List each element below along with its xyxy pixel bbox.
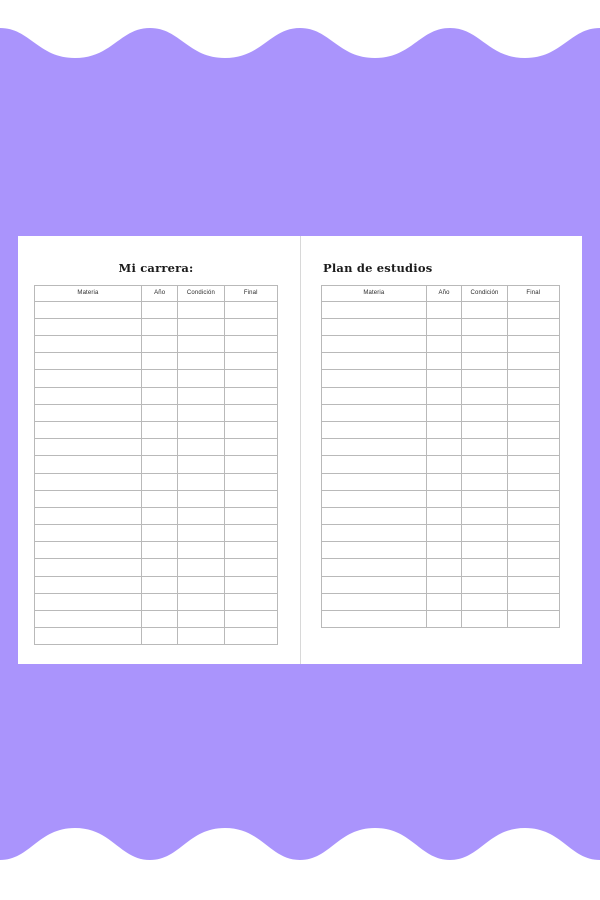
wave-decoration-bottom [0,820,600,900]
table-cell-final[interactable] [224,525,277,542]
table-cell-condición[interactable] [178,336,224,353]
table-cell-materia[interactable] [35,370,142,387]
table-cell-año[interactable] [141,301,177,318]
table-cell-condición[interactable] [178,628,224,645]
table-cell-materia[interactable] [35,542,142,559]
table-row[interactable] [35,542,278,559]
table-cell-condición[interactable] [178,611,224,628]
table-cell-final[interactable] [224,593,277,610]
table-cell-final[interactable] [224,456,277,473]
table-cell-condición[interactable] [462,387,507,404]
table-cell-año[interactable] [141,456,177,473]
table-cell-año[interactable] [141,525,177,542]
table-cell-materia[interactable] [322,439,427,456]
table-cell-final[interactable] [507,611,559,628]
table-cell-final[interactable] [224,490,277,507]
table-row[interactable] [322,507,560,524]
table-cell-condición[interactable] [462,490,507,507]
table-cell-año[interactable] [426,525,462,542]
table-row[interactable] [322,370,560,387]
table-cell-condición[interactable] [178,370,224,387]
table-row[interactable] [35,336,278,353]
table-cell-año[interactable] [141,559,177,576]
column-header-final: Final [507,285,559,301]
table-row[interactable] [322,559,560,576]
table-row[interactable] [322,456,560,473]
table-cell-materia[interactable] [322,421,427,438]
table-cell-condición[interactable] [178,456,224,473]
table-row[interactable] [35,559,278,576]
table-cell-final[interactable] [224,353,277,370]
page-mi-carrera [18,236,300,664]
table-cell-año[interactable] [426,507,462,524]
table-row[interactable] [35,490,278,507]
table-cell-condición[interactable] [462,525,507,542]
table-cell-año[interactable] [141,353,177,370]
table-row[interactable] [322,387,560,404]
table-cell-final[interactable] [507,353,559,370]
table-cell-condición[interactable] [462,353,507,370]
table-cell-año[interactable] [141,387,177,404]
table-mi-carrera[interactable] [34,285,278,646]
table-cell-final[interactable] [507,301,559,318]
table-row[interactable] [35,370,278,387]
table-cell-final[interactable] [224,628,277,645]
page-title: Mi carrera: [118,261,194,275]
table-cell-final[interactable] [507,593,559,610]
table-cell-año[interactable] [141,336,177,353]
column-header-condicion: Condición [178,285,224,301]
table-cell-condición[interactable] [178,318,224,335]
table-row[interactable] [35,387,278,404]
table-plan-de-estudios[interactable] [321,285,560,629]
table-row[interactable] [322,611,560,628]
column-header-materia: Materia [322,285,427,301]
table-row[interactable] [35,318,278,335]
table-cell-condición[interactable] [178,473,224,490]
table-cell-materia[interactable] [35,507,142,524]
table-cell-final[interactable] [224,404,277,421]
table-cell-final[interactable] [224,336,277,353]
table-row[interactable] [322,576,560,593]
table-cell-final[interactable] [224,542,277,559]
table-cell-año[interactable] [426,593,462,610]
table-row[interactable] [322,421,560,438]
table-cell-materia[interactable] [35,336,142,353]
table-cell-materia[interactable] [35,456,142,473]
table-cell-condición[interactable] [178,559,224,576]
table-cell-año[interactable] [141,318,177,335]
table-row[interactable] [322,473,560,490]
table-row[interactable] [322,404,560,421]
table-cell-condición[interactable] [462,318,507,335]
table-cell-año[interactable] [426,301,462,318]
table-row[interactable] [35,439,278,456]
table-cell-final[interactable] [507,421,559,438]
table-row[interactable] [35,507,278,524]
table-cell-año[interactable] [141,404,177,421]
table-row[interactable] [35,421,278,438]
table-cell-condición[interactable] [462,336,507,353]
table-cell-condición[interactable] [178,387,224,404]
table-cell-condición[interactable] [462,370,507,387]
table-cell-materia[interactable] [35,404,142,421]
table-cell-condición[interactable] [462,421,507,438]
table-cell-materia[interactable] [322,490,427,507]
table-row[interactable] [35,593,278,610]
table-cell-año[interactable] [426,611,462,628]
table-cell-final[interactable] [224,421,277,438]
table-row[interactable] [322,301,560,318]
column-header-condicion: Condición [462,285,507,301]
table-cell-final[interactable] [507,404,559,421]
table-row[interactable] [35,456,278,473]
table-cell-año[interactable] [141,439,177,456]
table-cell-final[interactable] [507,387,559,404]
table-cell-condición[interactable] [178,439,224,456]
table-cell-año[interactable] [141,542,177,559]
table-row[interactable] [35,611,278,628]
table-cell-materia[interactable] [322,611,427,628]
table-cell-final[interactable] [507,336,559,353]
table-cell-año[interactable] [141,611,177,628]
column-header-ano: Año [141,285,177,301]
table-cell-condición[interactable] [178,404,224,421]
table-cell-materia[interactable] [322,473,427,490]
table-cell-año[interactable] [426,439,462,456]
table-cell-año[interactable] [426,353,462,370]
table-cell-materia[interactable] [322,593,427,610]
table-cell-año[interactable] [426,421,462,438]
table-cell-materia[interactable] [322,301,427,318]
table-cell-año[interactable] [141,421,177,438]
table-row[interactable] [35,473,278,490]
table-cell-materia[interactable] [322,507,427,524]
table-cell-final[interactable] [224,576,277,593]
table-cell-materia[interactable] [322,336,427,353]
table-row[interactable] [322,593,560,610]
table-cell-materia[interactable] [35,387,142,404]
table-row[interactable] [35,576,278,593]
table-cell-año[interactable] [426,456,462,473]
table-cell-año[interactable] [426,387,462,404]
table-cell-condición[interactable] [462,301,507,318]
table-cell-materia[interactable] [35,559,142,576]
table-cell-año[interactable] [426,542,462,559]
table-cell-condición[interactable] [462,559,507,576]
table-cell-año[interactable] [141,490,177,507]
table-cell-año[interactable] [141,628,177,645]
table-cell-materia[interactable] [35,473,142,490]
table-cell-final[interactable] [507,318,559,335]
column-header-final: Final [224,285,277,301]
table-header-row [35,285,278,301]
page-title: Plan de estudios [323,261,433,275]
table-cell-condición[interactable] [462,439,507,456]
table-cell-final[interactable] [507,456,559,473]
table-cell-final[interactable] [224,370,277,387]
table-cell-condición[interactable] [462,404,507,421]
table-cell-materia[interactable] [322,542,427,559]
table-cell-condición[interactable] [178,576,224,593]
table-cell-materia[interactable] [35,318,142,335]
table-cell-final[interactable] [507,576,559,593]
table-cell-condición[interactable] [462,507,507,524]
table-cell-final[interactable] [224,387,277,404]
table-cell-condición[interactable] [178,507,224,524]
table-cell-año[interactable] [141,576,177,593]
table-cell-final[interactable] [507,370,559,387]
table-cell-materia[interactable] [322,456,427,473]
table-cell-materia[interactable] [322,559,427,576]
table-cell-final[interactable] [507,473,559,490]
table-cell-condición[interactable] [178,542,224,559]
table-cell-final[interactable] [507,559,559,576]
table-cell-condición[interactable] [178,490,224,507]
table-cell-final[interactable] [507,439,559,456]
table-row[interactable] [322,542,560,559]
table-cell-materia[interactable] [322,387,427,404]
table-cell-materia[interactable] [322,576,427,593]
table-body [322,301,560,628]
table-cell-materia[interactable] [35,611,142,628]
table-cell-materia[interactable] [322,353,427,370]
table-cell-condición[interactable] [178,353,224,370]
table-row[interactable] [322,525,560,542]
table-row[interactable] [322,353,560,370]
table-cell-año[interactable] [426,576,462,593]
table-cell-final[interactable] [507,490,559,507]
table-cell-materia[interactable] [35,421,142,438]
table-cell-año[interactable] [141,507,177,524]
table-cell-materia[interactable] [322,525,427,542]
table-cell-condición[interactable] [462,611,507,628]
table-cell-condición[interactable] [462,576,507,593]
table-row[interactable] [322,439,560,456]
table-body [35,301,278,645]
table-cell-materia[interactable] [322,404,427,421]
table-cell-condición[interactable] [178,301,224,318]
planner-spread [18,236,582,664]
table-row[interactable] [35,301,278,318]
table-cell-materia[interactable] [322,318,427,335]
table-cell-materia[interactable] [322,370,427,387]
table-cell-final[interactable] [507,542,559,559]
table-cell-materia[interactable] [35,490,142,507]
page-plan-de-estudios [300,236,582,664]
table-cell-materia[interactable] [35,439,142,456]
table-cell-año[interactable] [426,559,462,576]
table-cell-año[interactable] [141,370,177,387]
table-cell-condición[interactable] [462,473,507,490]
table-cell-materia[interactable] [35,593,142,610]
table-cell-año[interactable] [426,473,462,490]
table-cell-final[interactable] [507,525,559,542]
table-row[interactable] [322,336,560,353]
table-cell-año[interactable] [141,593,177,610]
table-cell-año[interactable] [426,404,462,421]
table-cell-materia[interactable] [35,353,142,370]
table-cell-final[interactable] [224,301,277,318]
table-row[interactable] [322,318,560,335]
wave-decoration-top [0,0,600,70]
table-cell-final[interactable] [224,507,277,524]
table-cell-año[interactable] [426,318,462,335]
table-cell-condición[interactable] [178,421,224,438]
table-cell-condición[interactable] [462,542,507,559]
table-header-row [322,285,560,301]
table-row[interactable] [35,628,278,645]
table-cell-materia[interactable] [35,628,142,645]
table-cell-final[interactable] [507,507,559,524]
table-cell-materia[interactable] [35,576,142,593]
column-header-ano: Año [426,285,462,301]
table-row[interactable] [35,525,278,542]
table-cell-final[interactable] [224,473,277,490]
table-cell-final[interactable] [224,318,277,335]
table-cell-año[interactable] [426,336,462,353]
column-header-materia: Materia [35,285,142,301]
table-row[interactable] [35,404,278,421]
table-cell-final[interactable] [224,439,277,456]
table-cell-condición[interactable] [178,525,224,542]
table-row[interactable] [322,490,560,507]
table-cell-año[interactable] [426,490,462,507]
table-cell-condición[interactable] [462,456,507,473]
table-row[interactable] [35,353,278,370]
table-cell-final[interactable] [224,611,277,628]
table-cell-materia[interactable] [35,525,142,542]
table-cell-final[interactable] [224,559,277,576]
table-cell-condición[interactable] [178,593,224,610]
table-cell-año[interactable] [141,473,177,490]
table-cell-condición[interactable] [462,593,507,610]
table-cell-materia[interactable] [35,301,142,318]
table-cell-año[interactable] [426,370,462,387]
